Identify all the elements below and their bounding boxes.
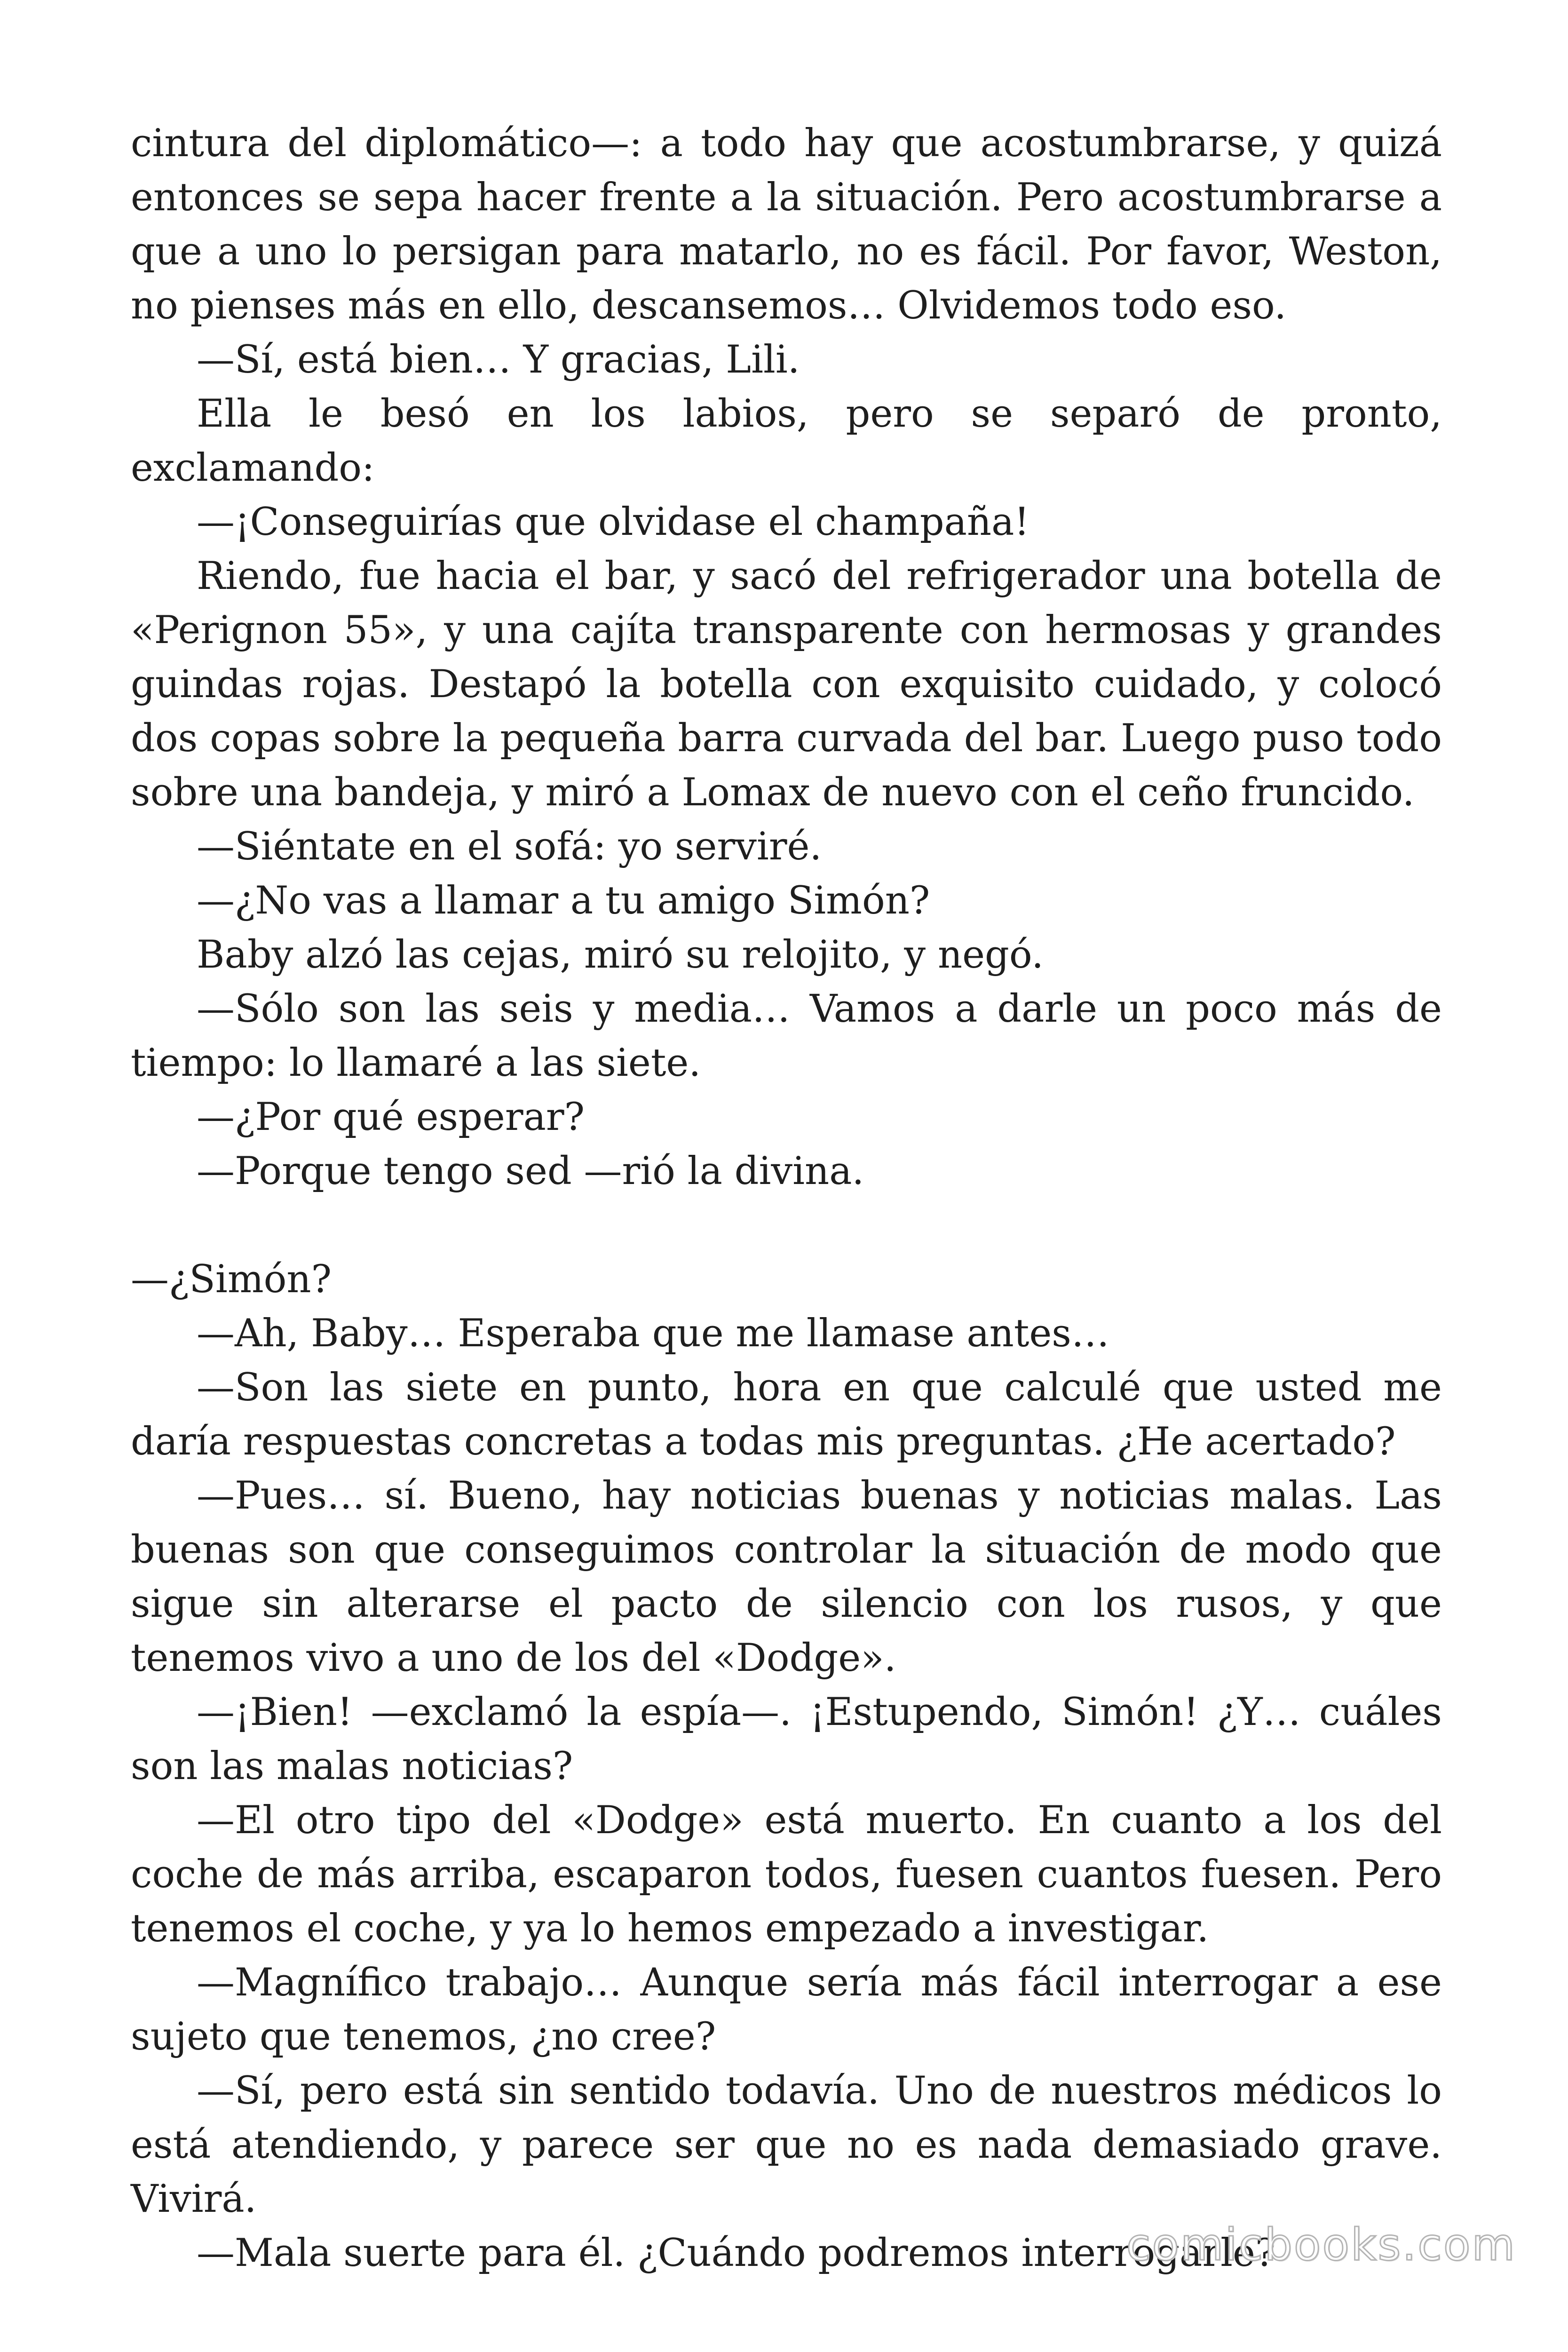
paragraph-13: —Ah, Baby… Esperaba que me llamase antes… (197, 1311, 1109, 1356)
paragraph-4: —¡Conseguirías que olvidase el champaña! (197, 500, 1029, 544)
paragraph-1: cintura del diplomático—: a todo hay que acostumbrarse, y quizá entonces se sepa hacer frente a la situación. Pero acostumbrarse a que a uno lo persigan para matarlo, no es fácil. Por favor, Weston, no pienses más en ello, descansemos… Olvidemos todo eso. (131, 121, 1442, 328)
paragraph-12: —¿Simón? (131, 1257, 332, 1302)
paragraph-16: —¡Bien! —exclamó la espía—. ¡Estupendo, Simón! ¿Y… cuáles son las malas noticias? (131, 1690, 1442, 1788)
paragraph-8: Baby alzó las cejas, miró su relojito, y negó. (197, 933, 1044, 977)
paragraph-18: —Magnífico trabajo… Aunque sería más fácil interrogar a ese sujeto que tenemos, ¿no cree? (131, 1961, 1442, 2059)
paragraph-20: —Mala suerte para él. ¿Cuándo podremos interrogarle? (197, 2231, 1276, 2275)
paragraph-11: —Porque tengo sed —rió la divina. (197, 1149, 864, 1193)
watermark: comicbooks.com (1126, 2219, 1516, 2271)
paragraph-15: —Pues… sí. Bueno, hay noticias buenas y noticias malas. Las buenas son que conseguimos controlar la situación de modo que sigue sin alterarse el pacto de silencio con los rusos, y que tenemos vivo a uno de los del «Dodge». (131, 1474, 1442, 1680)
paragraph-6: —Siéntate en el sofá: yo serviré. (197, 825, 822, 869)
paragraph-3: Ella le besó en los labios, pero se separó de pronto, exclamando: (131, 392, 1442, 490)
paragraph-7: —¿No vas a llamar a tu amigo Simón? (197, 879, 930, 923)
paragraph-2: —Sí, está bien… Y gracias, Lili. (197, 338, 800, 382)
paragraph-5: Riendo, fue hacia el bar, y sacó del refrigerador una botella de «Perignon 55», y una cajíta transparente con hermosas y grandes guindas rojas. Destapó la botella con exquisito cuidado, y colocó dos copas sobre la pequeña barra curvada del bar. Luego puso todo sobre una bandeja, y miró a Lomax de nuevo con el ceño fruncido. (131, 554, 1442, 815)
paragraph-17: —El otro tipo del «Dodge» está muerto. En cuanto a los del coche de más arriba, escaparon todos, fuesen cuantos fuesen. Pero tenemos el coche, y ya lo hemos empezado a investigar. (131, 1798, 1442, 1951)
paragraph-19: —Sí, pero está sin sentido todavía. Uno de nuestros médicos lo está atendiendo, y parece ser que no es nada demasiado grave. Vivirá. (131, 2069, 1442, 2221)
page-body (131, 117, 1442, 2280)
paragraph-10: —¿Por qué esperar? (197, 1095, 585, 1139)
paragraph-9: —Sólo son las seis y media… Vamos a darle un poco más de tiempo: lo llamaré a las siete. (131, 987, 1442, 1085)
paragraph-14: —Son las siete en punto, hora en que calculé que usted me daría respuestas concretas a todas mis preguntas. ¿He acertado? (131, 1366, 1442, 1464)
